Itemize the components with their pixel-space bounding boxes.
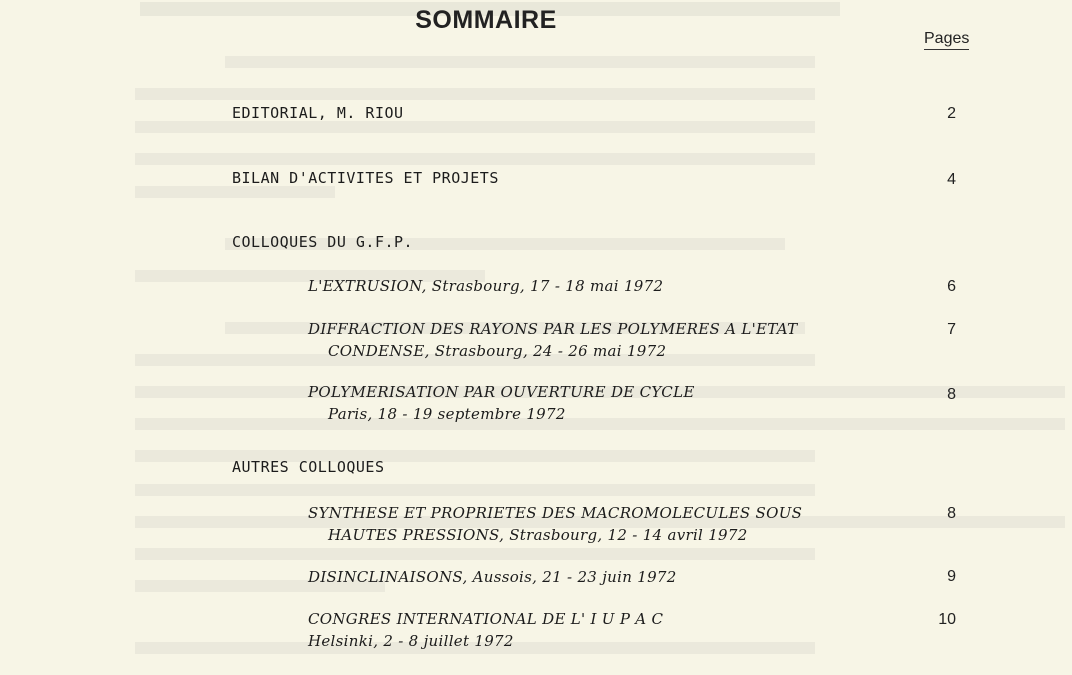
section-heading-colloques-gfp: COLLOQUES DU G.F.P. [232, 233, 414, 251]
toc-item-synthese-line2: HAUTES PRESSIONS, Strasbourg, 12 - 14 avril 1972 [328, 526, 748, 544]
toc-entry-editorial[interactable]: EDITORIAL, M. RIOU [232, 104, 404, 122]
toc-item-polymerisation-line2: Paris, 18 - 19 septembre 1972 [328, 405, 566, 423]
toc-page-number: 2 [947, 105, 956, 122]
pages-column-header: Pages [924, 30, 969, 50]
toc-item-extrusion[interactable]: L'EXTRUSION, Strasbourg, 17 - 18 mai 1972 [308, 277, 664, 295]
toc-entry-bilan[interactable]: BILAN D'ACTIVITES ET PROJETS [232, 169, 499, 187]
page-title: SOMMAIRE [415, 6, 557, 34]
toc-page-number: 8 [947, 386, 956, 403]
toc-page-number: 9 [947, 568, 956, 585]
toc-item-synthese[interactable]: SYNTHESE ET PROPRIETES DES MACROMOLECULES SOUS [308, 504, 803, 522]
toc-item-congres-iupac-line2: Helsinki, 2 - 8 juillet 1972 [308, 632, 514, 650]
toc-item-diffraction-line2: CONDENSE, Strasbourg, 24 - 26 mai 1972 [328, 342, 667, 360]
toc-item-polymerisation[interactable]: POLYMERISATION PAR OUVERTURE DE CYCLE [308, 383, 695, 401]
toc-page-number: 8 [947, 505, 956, 522]
toc-page-number: 6 [947, 278, 956, 295]
section-heading-autres-colloques: AUTRES COLLOQUES [232, 458, 385, 476]
toc-page-number: 7 [947, 321, 956, 338]
toc-page-number: 4 [947, 171, 956, 188]
toc-page-number: 10 [938, 611, 956, 628]
toc-item-congres-iupac[interactable]: CONGRES INTERNATIONAL DE L' I U P A C [308, 610, 664, 628]
toc-item-disinclinaisons[interactable]: DISINCLINAISONS, Aussois, 21 - 23 juin 1972 [308, 568, 677, 586]
toc-item-diffraction[interactable]: DIFFRACTION DES RAYONS PAR LES POLYMERES A L'ETAT [308, 320, 798, 338]
